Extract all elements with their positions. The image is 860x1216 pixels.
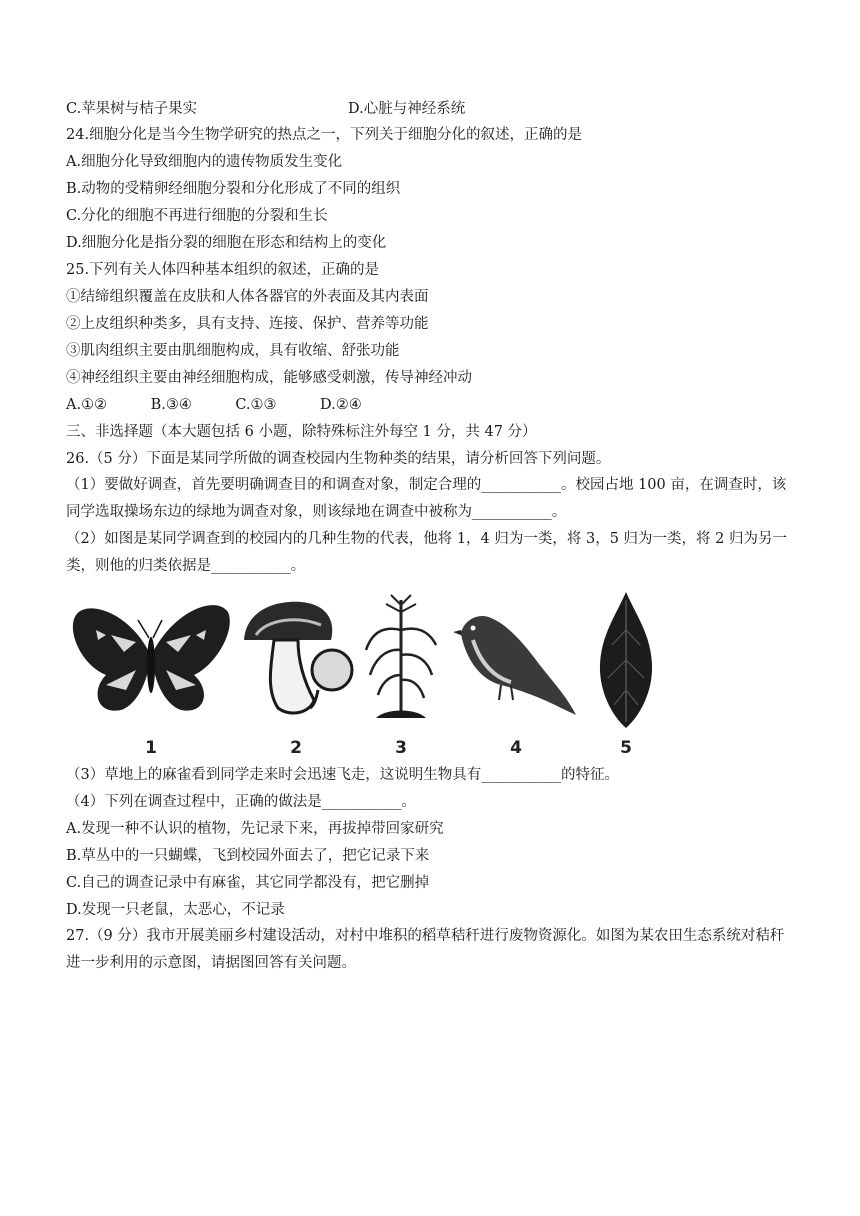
q23-option-d: D.心脏与神经系统	[348, 101, 466, 117]
figure-label-1: 1	[145, 738, 157, 758]
figure-item-2	[236, 590, 356, 758]
butterfly-icon	[66, 590, 236, 730]
q26-part-4: （4）下列在调查过程中，正确的做法是___________。	[66, 794, 416, 810]
q26-option-d: D.发现一只老鼠，太恶心，不记录	[66, 902, 285, 918]
sparrow-icon	[451, 590, 581, 730]
q23-option-c: C.苹果树与桔子果实	[66, 101, 198, 117]
q26-stem: 26.（5 分）下面是某同学所做的调查校园内生物种类的结果，请分析回答下列问题。	[66, 451, 611, 467]
figure-item-4	[451, 590, 581, 758]
figure-item-1	[66, 590, 236, 758]
q27-stem: 27.（9 分）我市开展美丽乡村建设活动，对村中堆积的稻草秸秆进行废物资源化。如图为某农田生态系统对秸秆进一步利用的示意图，请据图回答有关问题。	[66, 928, 785, 971]
q25-statement-3: ③肌肉组织主要由肌细胞构成，具有收缩、舒张功能	[66, 343, 400, 359]
figure-label-5: 5	[620, 738, 632, 758]
q25-options: A.①② B.③④ C.①③ D.②④	[66, 397, 362, 413]
q25-statement-1: ①结缔组织覆盖在皮肤和人体各器官的外表面及其内表面	[66, 289, 429, 305]
q24-option-a: A.细胞分化导致细胞内的遗传物质发生变化	[66, 154, 343, 170]
q26-option-c: C.自己的调查记录中有麻雀，其它同学都没有，把它删掉	[66, 875, 430, 891]
section-3-heading: 三、非选择题（本大题包括 6 小题，除特殊标注外每空 1 分，共 47 分）	[66, 424, 537, 440]
q23-options-row	[66, 99, 466, 119]
leaf-icon	[586, 590, 666, 730]
q25-statement-4: ④神经组织主要由神经细胞构成，能够感受刺激，传导神经冲动	[66, 370, 472, 386]
q26-option-b: B.草丛中的一只蝴蝶，飞到校园外面去了，把它记录下来	[66, 848, 430, 864]
q25-statement-2: ②上皮组织种类多，具有支持、连接、保护、营养等功能	[66, 316, 429, 332]
figure-item-3	[356, 590, 446, 758]
figure-label-2: 2	[290, 738, 302, 758]
q24-option-b: B.动物的受精卵经细胞分裂和分化形成了不同的组织	[66, 181, 401, 197]
figure-item-5	[586, 590, 666, 758]
q24-option-c: C.分化的细胞不再进行细胞的分裂和生长	[66, 208, 328, 224]
q26-option-a: A.发现一种不认识的植物，先记录下来，再拔掉带回家研究	[66, 821, 444, 837]
q25-stem: 25.下列有关人体四种基本组织的叙述，正确的是	[66, 262, 380, 278]
q24-option-d: D.细胞分化是指分裂的细胞在形态和结构上的变化	[66, 235, 387, 251]
q26-part-3: （3）草地上的麻雀看到同学走来时会迅速飞走，这说明生物具有___________的特征。	[66, 767, 619, 783]
q24-stem: 24.细胞分化是当今生物学研究的热点之一，下列关于细胞分化的叙述，正确的是	[66, 127, 583, 143]
organisms-figure	[66, 590, 666, 758]
q26-part-2: （2）如图是某同学调查到的校园内的几种生物的代表，他将 1，4 归为一类，将 3，5 归为一类，将 2 归为另一类，则他的归类依据是___________。	[66, 531, 788, 574]
figure-label-3: 3	[395, 738, 407, 758]
figure-label-4: 4	[510, 738, 522, 758]
q26-part-1: （1）要做好调查，首先要明确调查目的和调查对象，制定合理的___________。校园占地 100 亩，在调查时，该同学选取操场东边的绿地为调查对象，则该绿地在调查中被称为___________。	[66, 477, 787, 520]
corn-plant-icon	[356, 590, 446, 730]
mushroom-icon	[236, 590, 356, 730]
